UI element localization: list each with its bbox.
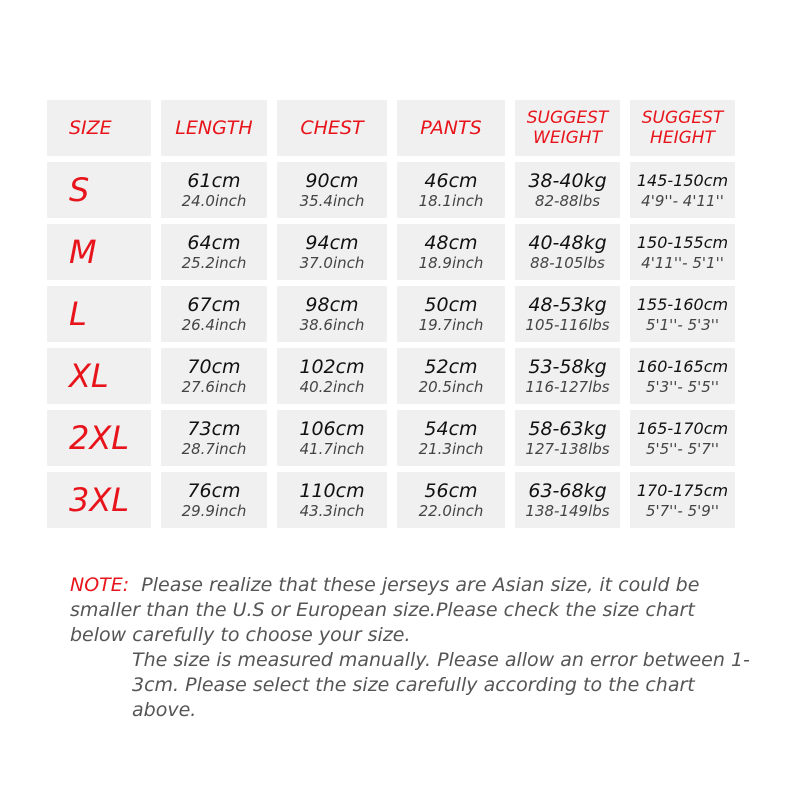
weight-cell [515, 286, 620, 342]
length-cell-secondary: 27.6inch [181, 378, 247, 396]
weight-cell [515, 162, 620, 218]
weight-cell-primary: 40-48kg [528, 232, 607, 254]
height-cell-primary: 170-175cm [636, 481, 729, 500]
height-cell [630, 348, 735, 404]
height-cell [630, 162, 735, 218]
weight-cell-primary: 38-40kg [528, 170, 607, 192]
length-cell-secondary: 28.7inch [181, 440, 247, 458]
weight-cell-primary: 48-53kg [528, 294, 607, 316]
pants-cell-secondary: 18.9inch [418, 254, 484, 272]
weight-cell-primary: 58-63kg [528, 418, 607, 440]
chest-cell-secondary: 35.4inch [299, 192, 365, 210]
length-cell [161, 162, 267, 218]
length-cell [161, 348, 267, 404]
length-cell-secondary: 24.0inch [181, 192, 247, 210]
header-suggest-height [630, 100, 735, 156]
length-cell-secondary: 26.4inch [181, 316, 247, 334]
weight-cell-secondary: 138-149lbs [525, 502, 610, 520]
chest-cell-secondary: 43.3inch [299, 502, 365, 520]
length-cell [161, 410, 267, 466]
header-size: SIZE [47, 100, 151, 156]
chest-cell [277, 286, 387, 342]
pants-cell [397, 224, 505, 280]
chest-cell-primary: 102cm [299, 356, 365, 378]
size-label: 3XL [47, 472, 151, 528]
chest-cell [277, 472, 387, 528]
length-cell-primary: 76cm [187, 480, 241, 502]
chest-cell-primary: 98cm [305, 294, 359, 316]
length-cell-primary: 61cm [187, 170, 241, 192]
height-cell-secondary: 5'7''- 5'9'' [645, 502, 720, 520]
length-cell-primary: 73cm [187, 418, 241, 440]
length-cell [161, 472, 267, 528]
pants-cell [397, 162, 505, 218]
length-cell-primary: 70cm [187, 356, 241, 378]
pants-cell [397, 410, 505, 466]
weight-cell [515, 348, 620, 404]
header-pants: PANTS [397, 100, 505, 156]
header-length: LENGTH [161, 100, 267, 156]
height-cell [630, 286, 735, 342]
pants-cell-primary: 56cm [424, 480, 478, 502]
pants-cell-primary: 46cm [424, 170, 478, 192]
note-label: NOTE: [70, 574, 130, 596]
size-label: XL [47, 348, 151, 404]
pants-cell-secondary: 22.0inch [418, 502, 484, 520]
note-text-1: Please realize that these jerseys are Asian size, it could be smaller than the U.S or European size.Please check the size chart below carefully to choose your size. [70, 574, 700, 646]
weight-cell-secondary: 116-127lbs [525, 378, 610, 396]
height-cell-primary: 155-160cm [636, 295, 729, 314]
pants-cell-primary: 52cm [424, 356, 478, 378]
height-cell-secondary: 5'3''- 5'5'' [645, 378, 720, 396]
header-suggest-height-line: HEIGHT [650, 128, 715, 148]
chest-cell-primary: 106cm [299, 418, 365, 440]
size-label: M [47, 224, 151, 280]
chest-cell-primary: 94cm [305, 232, 359, 254]
header-chest: CHEST [277, 100, 387, 156]
size-label: 2XL [47, 410, 151, 466]
weight-cell-primary: 63-68kg [528, 480, 607, 502]
height-cell-secondary: 4'11''- 5'1'' [641, 254, 724, 272]
length-cell-secondary: 25.2inch [181, 254, 247, 272]
size-label: L [47, 286, 151, 342]
weight-cell-secondary: 127-138lbs [525, 440, 610, 458]
weight-cell-secondary: 105-116lbs [525, 316, 610, 334]
chest-cell [277, 410, 387, 466]
header-suggest-weight-line: SUGGEST [526, 108, 609, 128]
length-cell-primary: 64cm [187, 232, 241, 254]
pants-cell [397, 348, 505, 404]
height-cell-secondary: 5'5''- 5'7'' [645, 440, 720, 458]
height-cell-primary: 165-170cm [636, 419, 729, 438]
weight-cell-secondary: 88-105lbs [530, 254, 605, 272]
pants-cell-secondary: 18.1inch [418, 192, 484, 210]
height-cell-primary: 145-150cm [636, 171, 729, 190]
header-suggest-weight-line: WEIGHT [533, 128, 602, 148]
height-cell [630, 410, 735, 466]
chest-cell-secondary: 37.0inch [299, 254, 365, 272]
chest-cell-secondary: 40.2inch [299, 378, 365, 396]
pants-cell-secondary: 19.7inch [418, 316, 484, 334]
size-label: S [47, 162, 151, 218]
chest-cell [277, 348, 387, 404]
length-cell-secondary: 29.9inch [181, 502, 247, 520]
height-cell [630, 472, 735, 528]
note-paragraph-1 [70, 573, 750, 648]
header-suggest-weight [515, 100, 620, 156]
weight-cell [515, 472, 620, 528]
chest-cell-secondary: 41.7inch [299, 440, 365, 458]
pants-cell [397, 286, 505, 342]
height-cell-secondary: 5'1''- 5'3'' [645, 316, 720, 334]
pants-cell-primary: 48cm [424, 232, 478, 254]
pants-cell-secondary: 21.3inch [418, 440, 484, 458]
note-text-2: The size is measured manually. Please allow an error between 1-3cm. Please select the size carefully according to the chart above. [132, 649, 750, 721]
height-cell-secondary: 4'9''- 4'11'' [641, 192, 724, 210]
header-suggest-height-line: SUGGEST [641, 108, 724, 128]
height-cell [630, 224, 735, 280]
size-chart-table [47, 100, 735, 528]
pants-cell-primary: 50cm [424, 294, 478, 316]
chest-cell [277, 162, 387, 218]
chest-cell-secondary: 38.6inch [299, 316, 365, 334]
weight-cell-primary: 53-58kg [528, 356, 607, 378]
note-paragraph-2 [70, 648, 750, 723]
height-cell-primary: 160-165cm [636, 357, 729, 376]
weight-cell [515, 224, 620, 280]
length-cell [161, 224, 267, 280]
note-section [70, 573, 750, 723]
length-cell [161, 286, 267, 342]
height-cell-primary: 150-155cm [636, 233, 729, 252]
chest-cell-primary: 110cm [299, 480, 365, 502]
chest-cell-primary: 90cm [305, 170, 359, 192]
pants-cell-secondary: 20.5inch [418, 378, 484, 396]
pants-cell [397, 472, 505, 528]
pants-cell-primary: 54cm [424, 418, 478, 440]
weight-cell-secondary: 82-88lbs [534, 192, 601, 210]
chest-cell [277, 224, 387, 280]
length-cell-primary: 67cm [187, 294, 241, 316]
weight-cell [515, 410, 620, 466]
